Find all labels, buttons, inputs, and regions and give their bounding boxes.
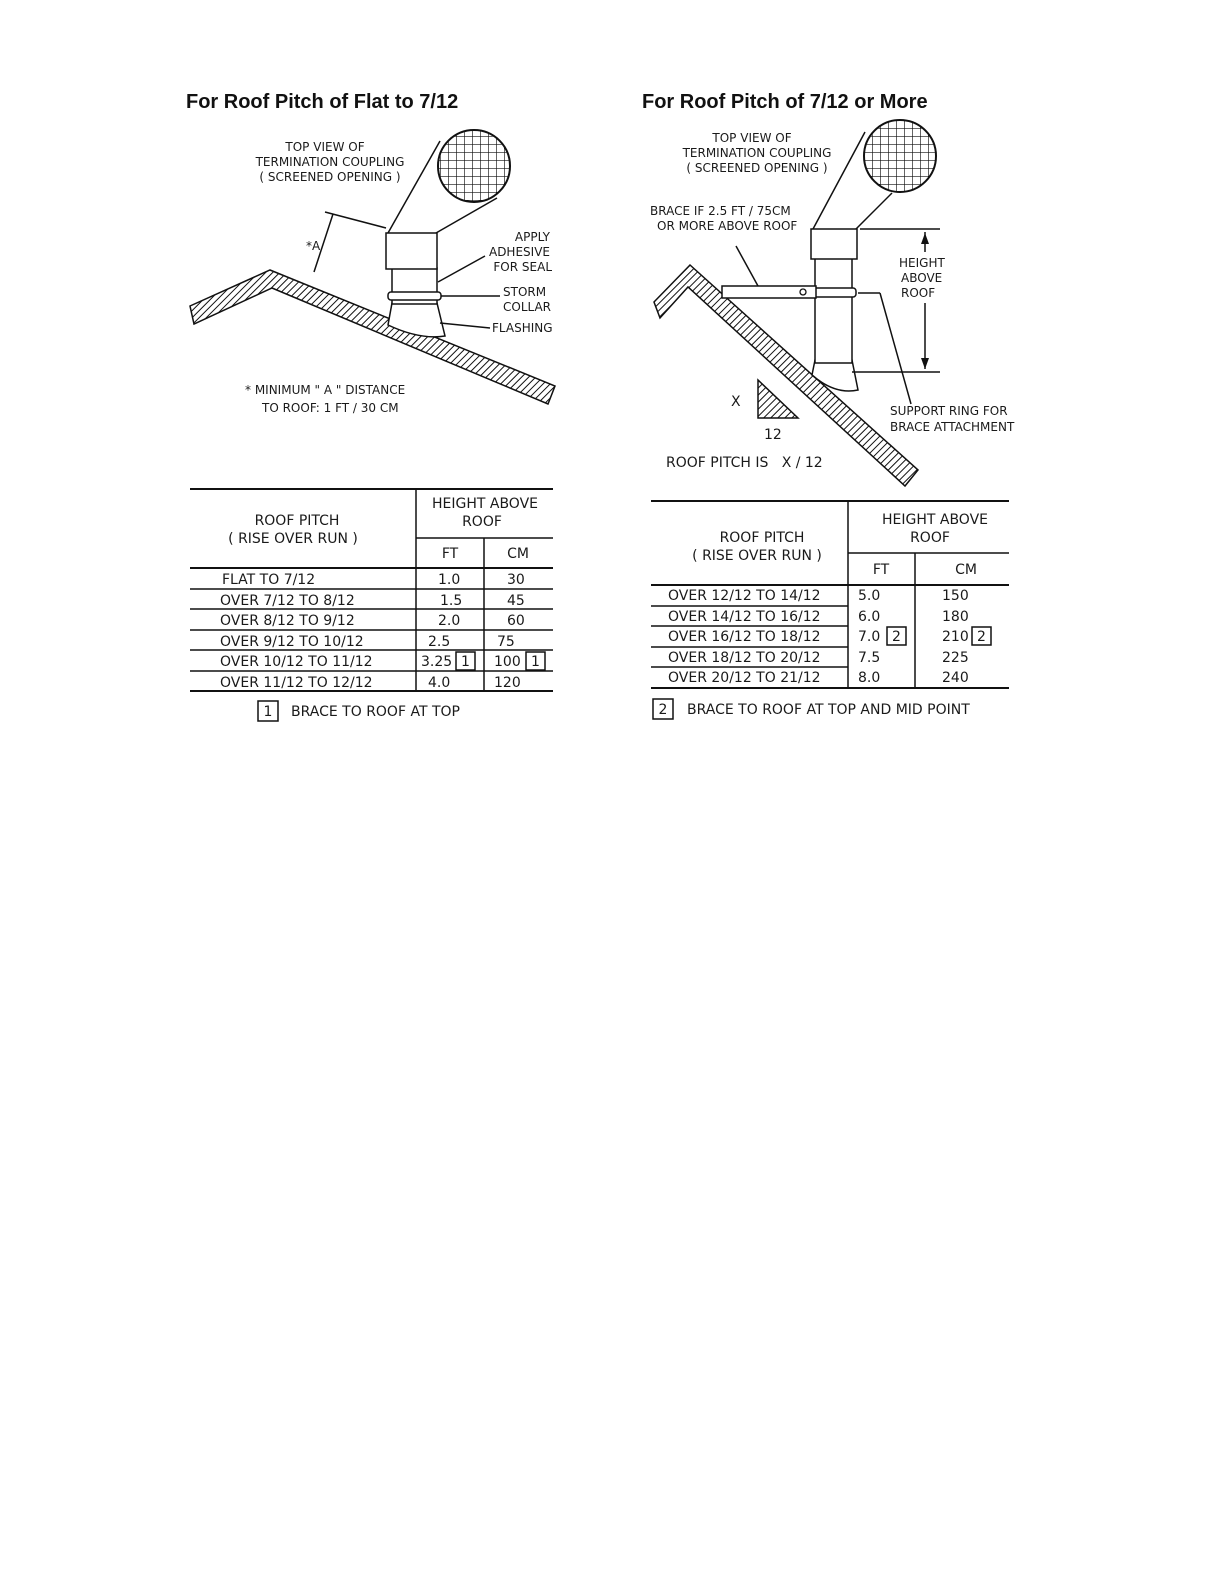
- right-row-4-cm: 240: [942, 670, 969, 686]
- right-height-line2: ABOVE: [901, 271, 943, 285]
- left-row-4-cm: 100: [494, 654, 521, 670]
- left-storm-collar: [388, 292, 441, 300]
- right-row-2-cm-note: 2: [977, 629, 986, 645]
- left-col-pitch-line1: ROOF PITCH: [254, 513, 340, 529]
- right-row-3-cm: 225: [942, 650, 969, 666]
- right-row-2-ft-note: 2: [892, 629, 901, 645]
- right-pitch-note: ROOF PITCH IS X / 12: [666, 455, 823, 471]
- left-row-5-cm: 120: [494, 675, 521, 691]
- left-a-marker: *A: [306, 239, 321, 253]
- right-row-0-cm: 150: [942, 588, 969, 604]
- right-row-2-cm: 210: [942, 629, 969, 645]
- right-top-view-line2: TERMINATION COUPLING: [682, 146, 832, 160]
- left-footnote-text: BRACE TO ROOF AT TOP: [291, 704, 460, 720]
- left-top-view-line2: TERMINATION COUPLING: [255, 155, 405, 169]
- left-row-2-cm: 60: [507, 613, 525, 629]
- left-diagram: [190, 128, 555, 415]
- left-top-view-line1: TOP VIEW OF: [285, 140, 365, 154]
- right-row-2-pitch: OVER 16/12 TO 18/12: [668, 629, 821, 645]
- right-pitch-x: X: [731, 394, 741, 410]
- right-col-height-line1: HEIGHT ABOVE: [881, 512, 989, 528]
- right-row-4-pitch: OVER 20/12 TO 21/12: [668, 670, 821, 686]
- left-min-note-line2: TO ROOF: 1 FT / 30 CM: [262, 401, 399, 415]
- right-col-ft: FT: [872, 562, 890, 578]
- right-table: [651, 501, 1009, 719]
- right-screened-opening-icon: [862, 118, 938, 194]
- right-heading: For Roof Pitch of 7/12 or More: [642, 91, 928, 113]
- left-row-3-pitch: OVER 9/12 TO 10/12: [220, 634, 364, 650]
- left-row-5-pitch: OVER 11/12 TO 12/12: [220, 675, 373, 691]
- left-heading: For Roof Pitch of Flat to 7/12: [186, 91, 459, 113]
- right-row-0-pitch: OVER 12/12 TO 14/12: [668, 588, 821, 604]
- left-row-4-ft: 3.25: [421, 654, 453, 670]
- right-footnote-num: 2: [658, 702, 668, 718]
- right-brace: [722, 286, 816, 298]
- left-flashing-label: FLASHING: [492, 321, 553, 335]
- left-row-1-ft: 1.5: [440, 593, 463, 609]
- left-adhesive-line3: FOR SEAL: [493, 260, 552, 274]
- right-row-3-ft: 7.5: [858, 650, 881, 666]
- right-row-0-ft: 5.0: [858, 588, 881, 604]
- right-col-height-line2: ROOF: [910, 530, 950, 546]
- left-row-1-pitch: OVER 7/12 TO 8/12: [220, 593, 355, 609]
- left-col-cm: CM: [507, 546, 529, 562]
- right-support-ring-line1: SUPPORT RING FOR: [890, 404, 1008, 418]
- left-row-0-pitch: FLAT TO 7/12: [222, 572, 316, 588]
- left-col-pitch-line2: ( RISE OVER RUN ): [228, 531, 358, 547]
- right-top-view-line1: TOP VIEW OF: [712, 131, 792, 145]
- left-row-3-ft: 2.5: [428, 634, 451, 650]
- left-adhesive-line2: ADHESIVE: [488, 245, 550, 259]
- left-row-0-ft: 1.0: [438, 572, 461, 588]
- left-storm-collar-line1: STORM: [503, 285, 547, 299]
- right-brace-line2: OR MORE ABOVE ROOF: [657, 219, 798, 233]
- left-row-2-ft: 2.0: [438, 613, 461, 629]
- left-footnote-num: 1: [263, 704, 273, 720]
- right-col-pitch-line2: ( RISE OVER RUN ): [692, 548, 822, 564]
- left-row-4-cm-note: 1: [531, 654, 540, 670]
- right-row-2-ft: 7.0: [858, 629, 881, 645]
- left-row-1-cm: 45: [507, 593, 525, 609]
- left-col-ft: FT: [441, 546, 459, 562]
- left-min-note-line1: * MINIMUM " A " DISTANCE: [245, 383, 406, 397]
- right-row-3-pitch: OVER 18/12 TO 20/12: [668, 650, 821, 666]
- right-vent-pipe: [815, 258, 852, 363]
- right-termination-coupling: [811, 229, 857, 259]
- left-top-view-line3: ( SCREENED OPENING ): [259, 170, 401, 184]
- right-col-pitch-line1: ROOF PITCH: [719, 530, 805, 546]
- right-pitch-12: 12: [764, 427, 782, 443]
- left-row-3-cm: 75: [497, 634, 515, 650]
- right-brace-line1: BRACE IF 2.5 FT / 75CM: [650, 204, 791, 218]
- left-storm-collar-line2: COLLAR: [503, 300, 552, 314]
- right-diagram: [650, 118, 1015, 486]
- right-footnote-text: BRACE TO ROOF AT TOP AND MID POINT: [687, 702, 970, 718]
- left-row-5-ft: 4.0: [428, 675, 451, 691]
- right-height-line1: HEIGHT: [899, 256, 945, 270]
- right-pitch-triangle: [758, 380, 798, 418]
- right-support-ring-line2: BRACE ATTACHMENT: [890, 420, 1015, 434]
- right-row-1-cm: 180: [942, 609, 969, 625]
- left-row-2-pitch: OVER 8/12 TO 9/12: [220, 613, 355, 629]
- right-row-1-pitch: OVER 14/12 TO 16/12: [668, 609, 821, 625]
- left-row-4-ft-note: 1: [461, 654, 470, 670]
- left-table: [190, 489, 553, 721]
- right-col-cm: CM: [955, 562, 977, 578]
- left-row-4-pitch: OVER 10/12 TO 11/12: [220, 654, 373, 670]
- left-termination-coupling: [386, 233, 437, 269]
- right-support-ring: [811, 288, 856, 297]
- left-screened-opening-icon: [436, 128, 512, 204]
- right-row-1-ft: 6.0: [858, 609, 881, 625]
- right-height-line3: ROOF: [901, 286, 936, 300]
- left-adhesive-line1: APPLY: [514, 230, 550, 244]
- left-col-height-line2: ROOF: [462, 514, 502, 530]
- right-top-view-line3: ( SCREENED OPENING ): [686, 161, 828, 175]
- left-row-0-cm: 30: [507, 572, 525, 588]
- right-row-4-ft: 8.0: [858, 670, 881, 686]
- left-col-height-line1: HEIGHT ABOVE: [431, 496, 539, 512]
